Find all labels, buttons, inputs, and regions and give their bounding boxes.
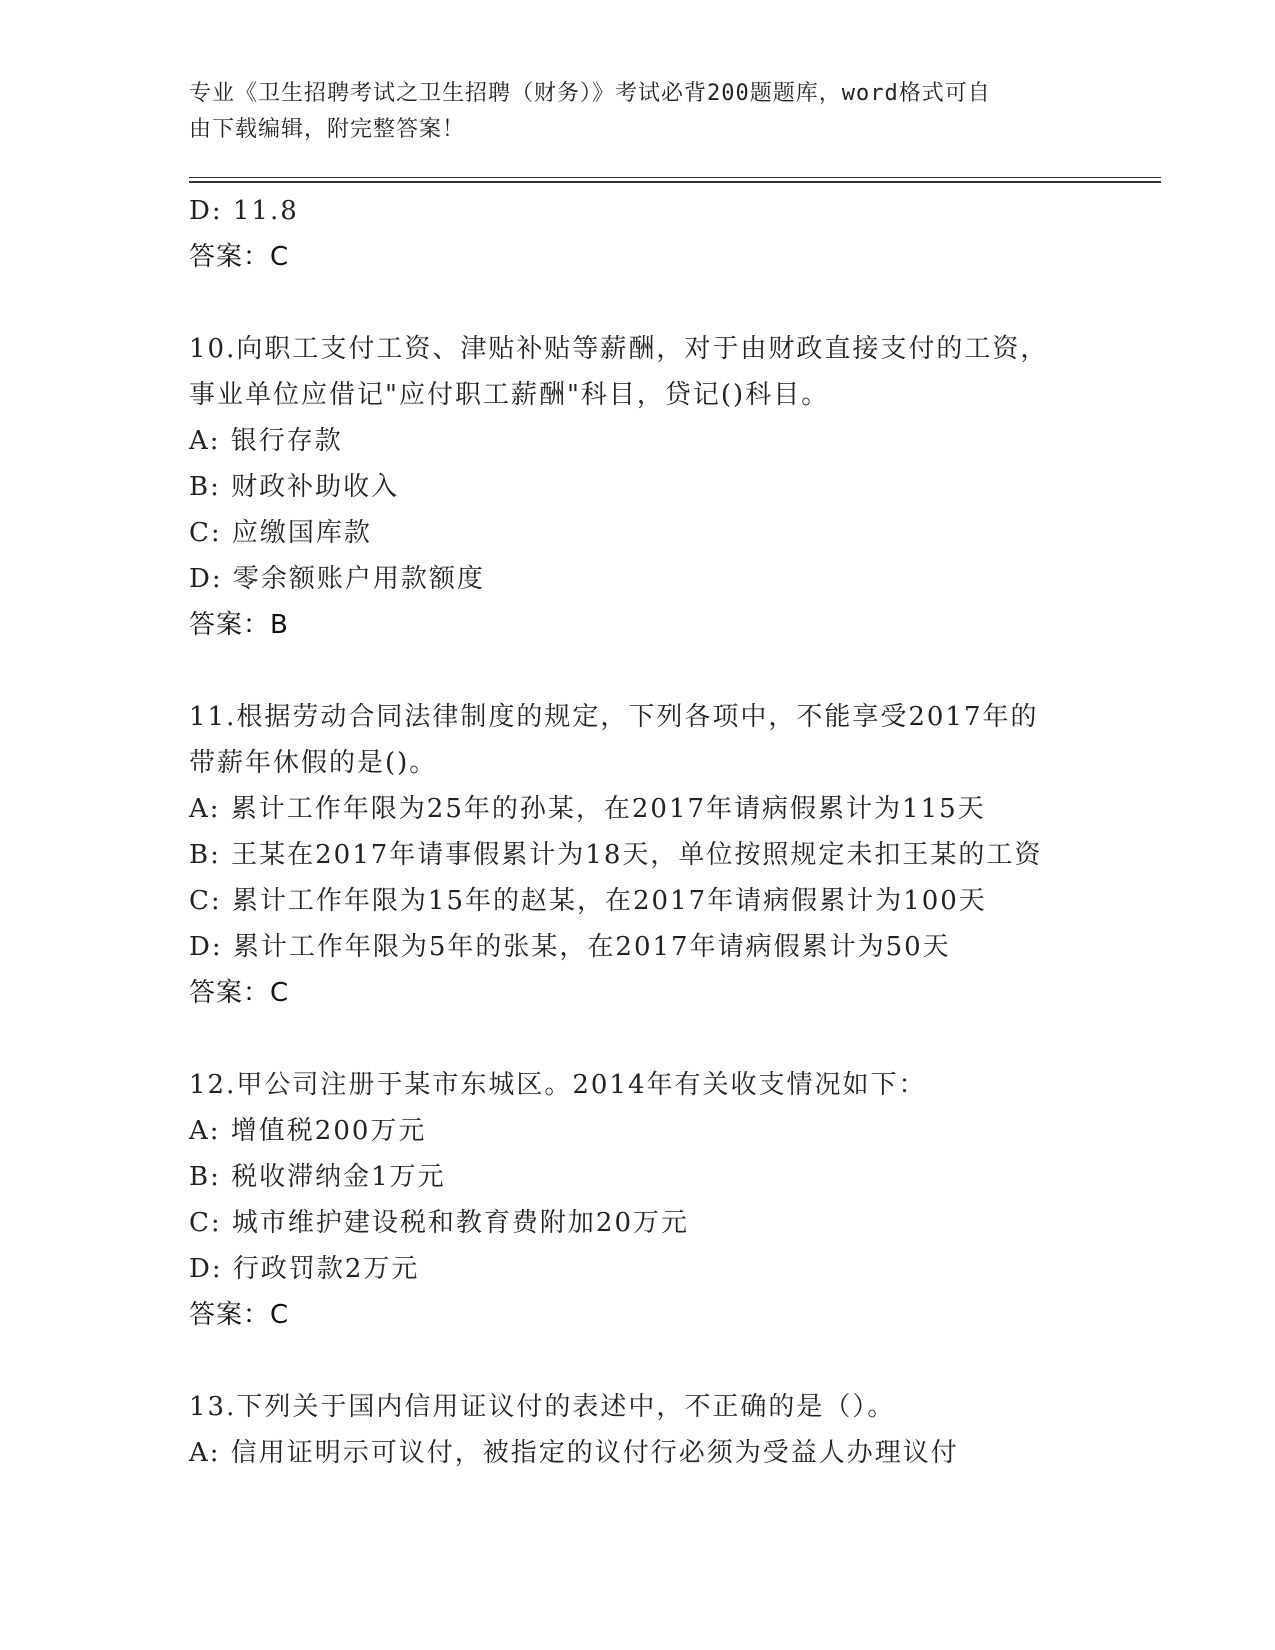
question-stem: 13.下列关于国内信用证议付的表述中，不正确的是（）。 [189, 1392, 896, 1422]
question-stem: 事业单位应借记"应付职工薪酬"科目，贷记()科目。 [189, 380, 830, 410]
option-d: D: 累计工作年限为5年的张某，在2017年请病假累计为50天 [189, 932, 951, 962]
option-c: C: 累计工作年限为15年的赵某，在2017年请病假累计为100天 [189, 886, 987, 916]
question-fragment [189, 188, 1149, 280]
option-b: B: 王某在2017年请事假累计为18天，单位按照规定未扣王某的工资 [189, 840, 1043, 870]
answer-line: 答案：C [189, 978, 290, 1008]
question-11 [189, 694, 1149, 1016]
option-b: B: 税收滞纳金1万元 [189, 1162, 446, 1192]
spacer [189, 1338, 1149, 1384]
option-c: C: 应缴国库款 [189, 518, 372, 548]
spacer [189, 280, 1149, 326]
header-divider-thick [189, 181, 1161, 183]
answer-line: 答案：B [189, 610, 289, 640]
spacer [189, 1016, 1149, 1062]
option-a: A: 累计工作年限为25年的孙某，在2017年请病假累计为115天 [189, 794, 986, 824]
question-10 [189, 326, 1149, 648]
answer-line: 答案：C [189, 1300, 290, 1330]
option-d: D: 零余额账户用款额度 [189, 564, 485, 594]
question-stem: 10.向职工支付工资、津贴补贴等薪酬，对于由财政直接支付的工资， [189, 334, 1049, 364]
option-d: D: 行政罚款2万元 [189, 1254, 420, 1284]
header-divider-thin [189, 177, 1161, 178]
option-d: D: 11.8 [189, 196, 299, 226]
spacer [189, 648, 1149, 694]
option-c: C: 城市维护建设税和教育费附加20万元 [189, 1208, 690, 1238]
document-header [189, 76, 1089, 148]
option-a: A: 银行存款 [189, 426, 343, 456]
answer-line: 答案：C [189, 242, 290, 272]
question-stem: 带薪年休假的是()。 [189, 748, 438, 778]
header-title-line-1: 专业《卫生招聘考试之卫生招聘（财务）》考试必背200题题库，word格式可自 [189, 81, 991, 106]
option-a: A: 信用证明示可议付，被指定的议付行必须为受益人办理议付 [189, 1438, 959, 1468]
question-stem: 12.甲公司注册于某市东城区。2014年有关收支情况如下： [189, 1070, 927, 1100]
question-stem: 11.根据劳动合同法律制度的规定，下列各项中，不能享受2017年的 [189, 702, 1039, 732]
question-13 [189, 1384, 1149, 1476]
option-a: A: 增值税200万元 [189, 1116, 427, 1146]
document-body [189, 188, 1149, 1476]
question-12 [189, 1062, 1149, 1338]
header-title-line-2: 由下载编辑，附完整答案！ [189, 117, 466, 142]
option-b: B: 财政补助收入 [189, 472, 400, 502]
